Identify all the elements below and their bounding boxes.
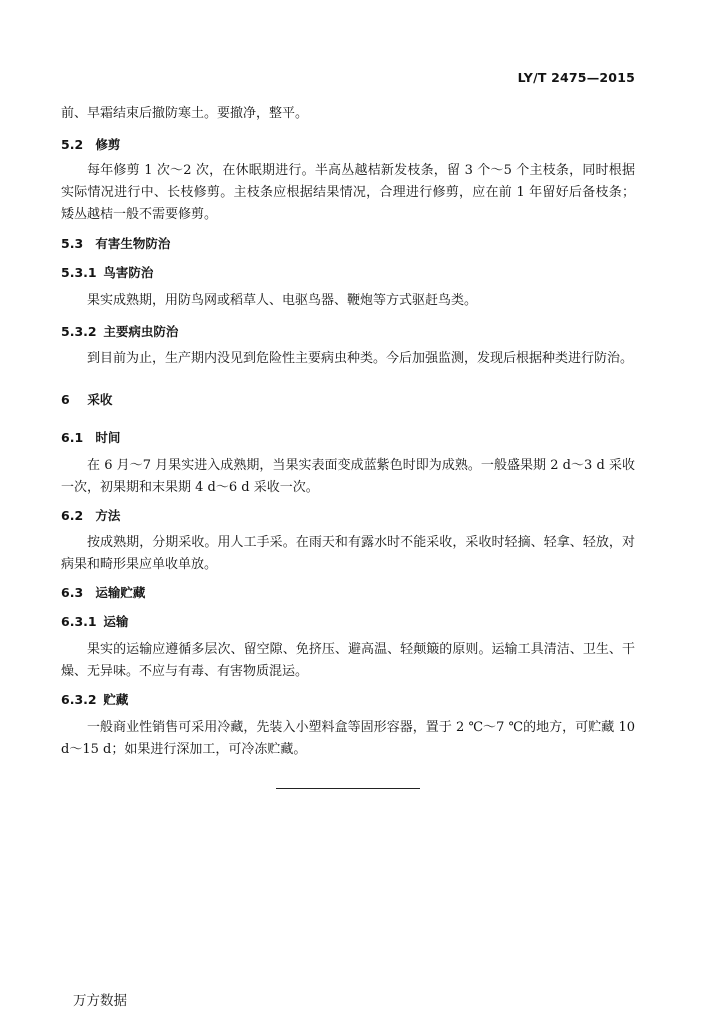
section-title: 鸟害防治: [103, 265, 154, 280]
section-title: 贮藏: [103, 692, 129, 707]
section-number: 6.3.2: [61, 692, 97, 707]
section-number: 6.3.1: [61, 614, 97, 629]
section-heading-5-3-1: [61, 265, 635, 281]
paragraph-harvest-method: 按成熟期，分期采收。用人工手采。在雨天和有露水时不能采收，采收时轻摘、轻拿、轻放，对病果和畸形果应单收单放。: [61, 535, 635, 572]
end-of-document-rule: [276, 788, 420, 789]
section-number: 6.3: [61, 585, 84, 600]
paragraph-transport: 果实的运输应遵循多层次、留空隙、免挤压、避高温、轻颠簸的原则。运输工具清洁、卫生、干燥、无异味。不应与有毒、有害物质混运。: [61, 642, 635, 679]
paragraph-pruning: 每年修剪 1 次～2 次，在休眠期进行。半高丛越桔新发枝条，留 3 个～5 个主枝条，同时根据实际情况进行中、长枝修剪。主枝条应根据结果情况，合理进行修剪，应在前 1 年留好后备枝条；矮丛越桔一般不需要修剪。: [61, 163, 635, 222]
section-number: 6: [61, 392, 70, 407]
section-title: 采收: [87, 392, 113, 407]
section-number: 5.2: [61, 137, 84, 152]
section-heading-5-2: [61, 137, 635, 153]
source-watermark: 万方数据: [73, 993, 127, 1009]
continued-paragraph: 前、早霜结束后撤防寒土。要撤净，整平。: [61, 106, 309, 121]
standard-code: LY/T 2475—2015: [517, 70, 635, 85]
paragraph-bird-control: 果实成熟期，用防鸟网或稻草人、电驱鸟器、鞭炮等方式驱赶鸟类。: [87, 293, 478, 308]
section-number: 6.1: [61, 430, 84, 445]
section-title: 方法: [95, 508, 121, 523]
section-heading-6-3-1: [61, 614, 635, 630]
section-number: 5.3.2: [61, 324, 97, 339]
section-number: 5.3: [61, 236, 84, 251]
section-title: 有害生物防治: [95, 236, 171, 251]
section-title: 时间: [95, 430, 121, 445]
section-heading-5-3-2: [61, 324, 635, 340]
section-heading-6-3-2: [61, 692, 635, 708]
section-heading-5-3: [61, 236, 635, 252]
section-title: 主要病虫防治: [103, 324, 179, 339]
section-number: 5.3.1: [61, 265, 97, 280]
section-title: 修剪: [95, 137, 121, 152]
section-number: 6.2: [61, 508, 84, 523]
section-heading-6-3: [61, 585, 635, 601]
section-title: 运输贮藏: [95, 585, 146, 600]
paragraph-pest-control: 到目前为止，生产期内没见到危险性主要病虫种类。今后加强监测，发现后根据种类进行防治。: [87, 351, 634, 366]
section-heading-6-1: [61, 430, 635, 446]
section-heading-6-2: [61, 508, 635, 524]
paragraph-harvest-time: 在 6 月～7 月果实进入成熟期，当果实表面变成蓝紫色时即为成熟。一般盛果期 2 d～3 d 采收一次，初果期和末果期 4 d～6 d 采收一次。: [61, 458, 635, 495]
section-title: 运输: [103, 614, 129, 629]
section-heading-6: [61, 392, 635, 408]
paragraph-storage: 一般商业性销售可采用冷藏，先装入小塑料盒等固形容器，置于 2 ℃～7 ℃的地方，可贮藏 10 d～15 d；如果进行深加工，可冷冻贮藏。: [61, 720, 635, 757]
